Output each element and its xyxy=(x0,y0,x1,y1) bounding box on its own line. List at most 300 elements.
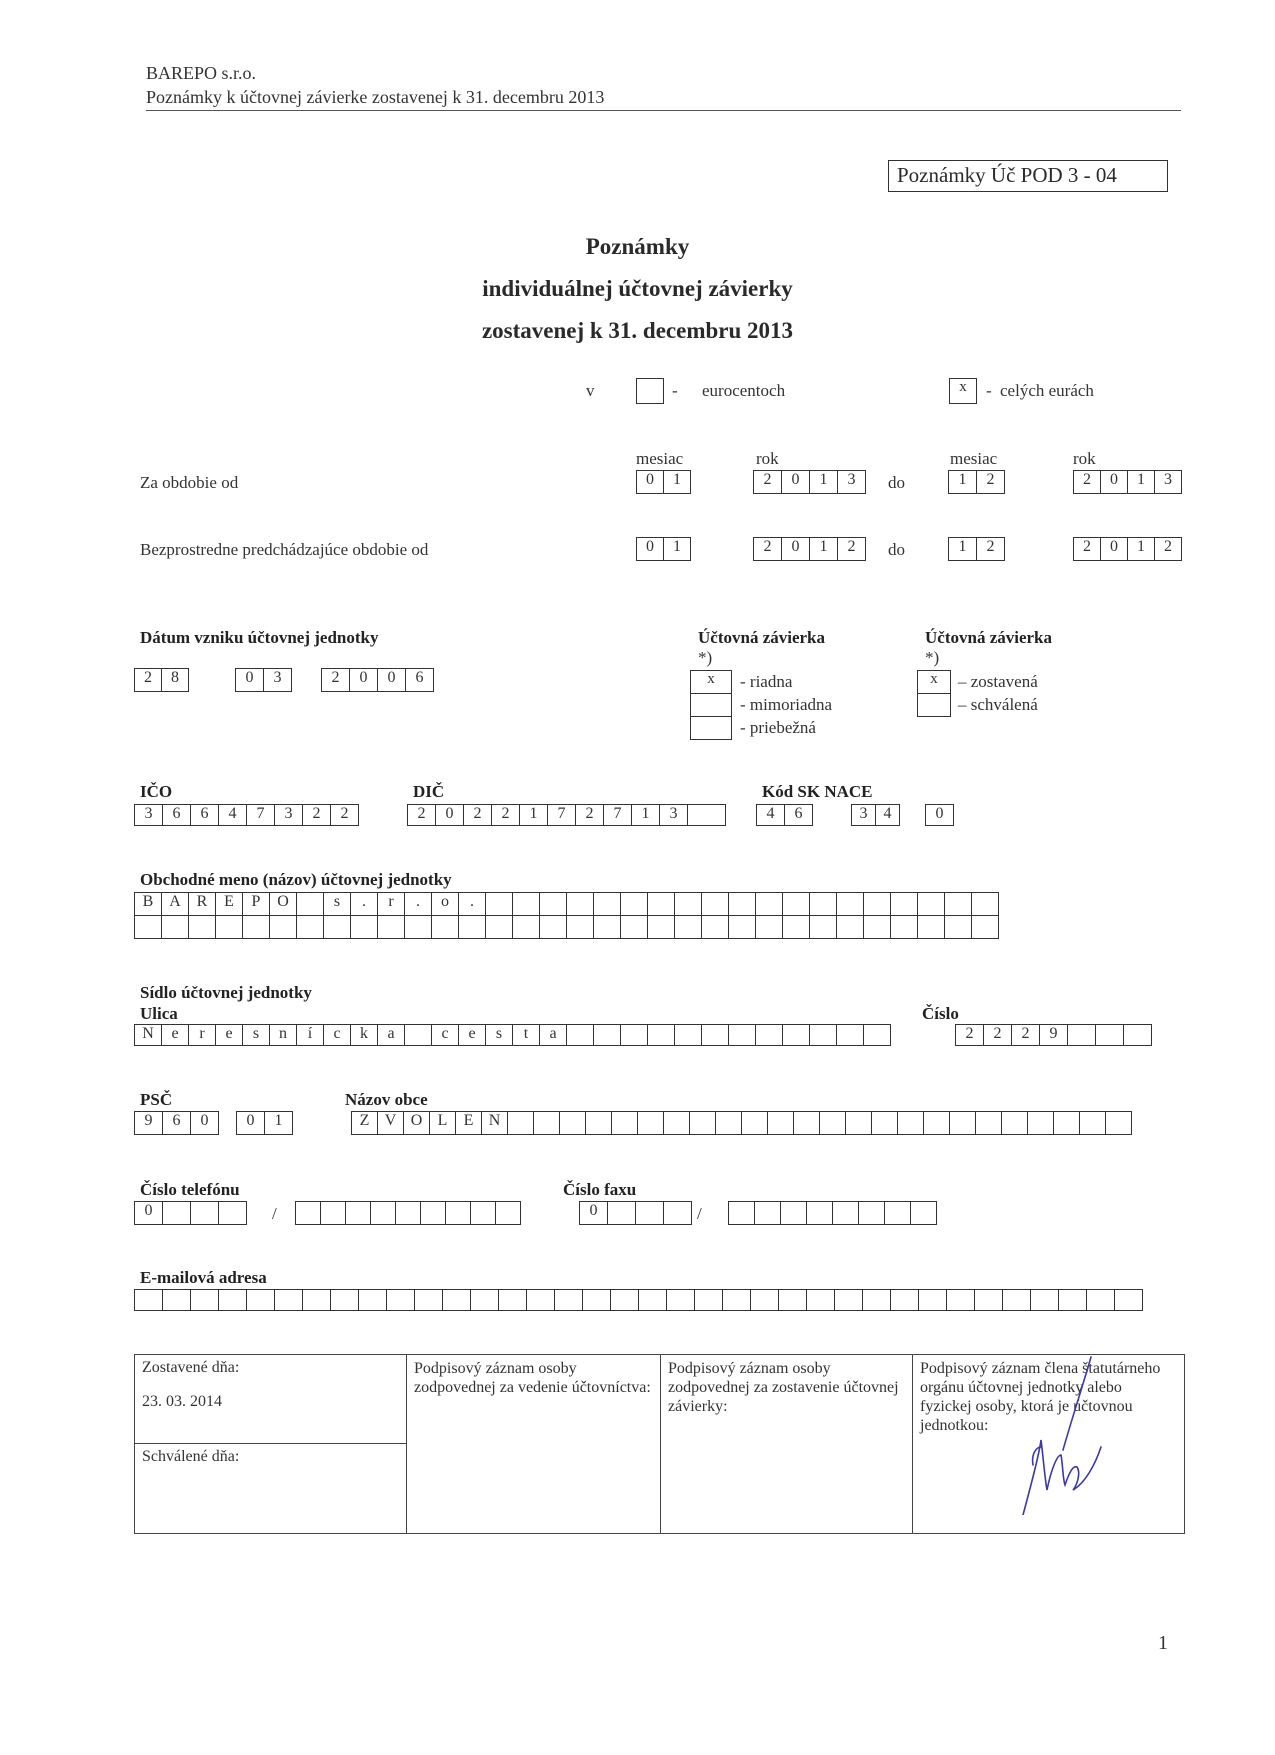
char-cell[interactable] xyxy=(442,1289,471,1311)
signature-table xyxy=(134,1354,1185,1534)
digit-cell[interactable]: 1 xyxy=(264,1111,293,1135)
char-cell[interactable] xyxy=(485,915,513,939)
char-cell[interactable] xyxy=(1053,1111,1080,1135)
char-cell[interactable] xyxy=(162,1201,191,1225)
digit-cell[interactable]: 1 xyxy=(1127,537,1155,561)
char-cell[interactable] xyxy=(377,915,405,939)
signature-scribble xyxy=(1003,1355,1113,1515)
char-cell[interactable] xyxy=(890,1289,919,1311)
nace-part-1 xyxy=(756,804,813,826)
char-cell[interactable] xyxy=(638,1289,667,1311)
char-cell[interactable] xyxy=(836,915,864,939)
digit-cell[interactable]: 2 xyxy=(1073,470,1101,494)
char-cell[interactable] xyxy=(637,1111,664,1135)
digit-cell[interactable]: 0 xyxy=(636,470,664,494)
digit-cell[interactable]: 0 xyxy=(781,470,810,494)
digit-cell[interactable]: 0 xyxy=(435,804,464,826)
char-cell[interactable]: N xyxy=(134,1024,162,1046)
char-cell[interactable]: 2 xyxy=(983,1024,1012,1046)
char-cell[interactable] xyxy=(780,1201,807,1225)
char-cell[interactable] xyxy=(944,892,972,916)
digit-cell[interactable]: 6 xyxy=(190,804,219,826)
char-cell[interactable] xyxy=(897,1111,924,1135)
char-cell[interactable]: . xyxy=(350,892,378,916)
char-cell[interactable] xyxy=(832,1201,859,1225)
char-cell[interactable] xyxy=(370,1201,396,1225)
char-cell[interactable] xyxy=(836,1024,864,1046)
char-cell[interactable] xyxy=(559,1111,586,1135)
char-cell[interactable] xyxy=(458,915,486,939)
digit-cell[interactable]: 7 xyxy=(246,804,275,826)
city-label: Názov obce xyxy=(345,1090,428,1109)
char-cell[interactable] xyxy=(767,1111,794,1135)
approved-cell xyxy=(135,1444,406,1533)
char-cell[interactable]: B xyxy=(134,892,162,916)
char-cell[interactable] xyxy=(414,1289,443,1311)
char-cell[interactable] xyxy=(539,915,567,939)
statement-mimoriadna-checkbox[interactable] xyxy=(690,693,732,717)
char-cell[interactable] xyxy=(806,1201,833,1225)
statement-riadna-label: - riadna xyxy=(740,672,793,691)
digit-cell[interactable]: 1 xyxy=(809,470,838,494)
char-cell[interactable] xyxy=(782,1024,810,1046)
digit-cell[interactable]: 3 xyxy=(134,804,163,826)
char-cell[interactable] xyxy=(498,1289,527,1311)
char-cell[interactable] xyxy=(845,1111,872,1135)
compiled-label: Zostavené dňa: xyxy=(142,1359,240,1376)
char-cell[interactable]: e xyxy=(161,1024,189,1046)
char-cell[interactable] xyxy=(296,915,324,939)
char-cell[interactable] xyxy=(858,1201,885,1225)
char-cell[interactable] xyxy=(320,1201,346,1225)
statement-type-note: *) xyxy=(698,648,713,667)
digit-cell[interactable]: 3 xyxy=(263,668,292,692)
current-from-year xyxy=(753,470,866,494)
digit-cell[interactable]: 4 xyxy=(218,804,247,826)
char-cell[interactable] xyxy=(754,1201,781,1225)
title-line-2: individuálnej účtovnej závierky xyxy=(482,276,793,301)
statement-state-label: Účtovná závierka xyxy=(925,628,1053,647)
char-cell[interactable] xyxy=(647,1024,675,1046)
digit-cell[interactable] xyxy=(687,804,726,826)
char-cell[interactable] xyxy=(728,915,756,939)
char-cell[interactable]: r xyxy=(188,1024,216,1046)
char-cell[interactable] xyxy=(620,892,648,916)
char-cell[interactable] xyxy=(470,1289,499,1311)
char-cell[interactable] xyxy=(358,1289,387,1311)
char-cell[interactable] xyxy=(974,1289,1003,1311)
char-cell[interactable] xyxy=(242,915,270,939)
units-euro-label: celých eurách xyxy=(1000,381,1094,400)
char-cell[interactable] xyxy=(1058,1289,1087,1311)
char-cell[interactable]: t xyxy=(512,1024,540,1046)
char-cell[interactable] xyxy=(975,1111,1002,1135)
char-cell[interactable]: 2 xyxy=(955,1024,984,1046)
digit-cell[interactable]: 2 xyxy=(976,537,1005,561)
digit-cell[interactable]: 2 xyxy=(575,804,604,826)
char-cell[interactable] xyxy=(190,1289,219,1311)
house-number-cells xyxy=(955,1024,1152,1046)
nace-part-3 xyxy=(925,804,954,826)
digit-cell[interactable]: 7 xyxy=(603,804,632,826)
char-cell[interactable] xyxy=(162,1289,191,1311)
char-cell[interactable] xyxy=(694,1289,723,1311)
digit-cell[interactable]: 3 xyxy=(1154,470,1182,494)
digit-cell[interactable]: 0 xyxy=(235,668,264,692)
seat-label: Sídlo účtovnej jednotky xyxy=(140,983,312,1002)
digit-cell[interactable]: 2 xyxy=(976,470,1005,494)
char-cell[interactable] xyxy=(610,1289,639,1311)
char-cell[interactable]: e xyxy=(458,1024,486,1046)
fax-prefix-cells xyxy=(579,1201,692,1225)
digit-cell[interactable]: 0 xyxy=(1100,470,1128,494)
char-cell[interactable] xyxy=(1123,1024,1152,1046)
char-cell[interactable] xyxy=(819,1111,846,1135)
phone-slash: / xyxy=(272,1204,277,1223)
char-cell[interactable] xyxy=(431,915,459,939)
char-cell[interactable] xyxy=(302,1289,331,1311)
statement-state-note: *) xyxy=(925,648,940,667)
digit-cell[interactable]: 3 xyxy=(274,804,303,826)
char-cell[interactable] xyxy=(585,1111,612,1135)
char-cell[interactable] xyxy=(871,1111,898,1135)
char-cell[interactable]: E xyxy=(455,1111,482,1135)
compiler-signature-cell xyxy=(660,1355,912,1533)
char-cell[interactable]: E xyxy=(215,892,243,916)
char-cell[interactable] xyxy=(647,892,675,916)
char-cell[interactable] xyxy=(330,1289,359,1311)
char-cell[interactable] xyxy=(215,915,243,939)
digit-cell[interactable]: 9 xyxy=(134,1111,163,1135)
char-cell[interactable] xyxy=(701,915,729,939)
units-eurocent-checkbox[interactable] xyxy=(636,378,664,404)
char-cell[interactable] xyxy=(1114,1289,1143,1311)
char-cell[interactable] xyxy=(495,1201,521,1225)
previous-from-month xyxy=(636,537,691,561)
char-cell[interactable] xyxy=(593,1024,621,1046)
char-cell[interactable] xyxy=(944,915,972,939)
char-cell[interactable]: O xyxy=(269,892,297,916)
char-cell[interactable]: a xyxy=(539,1024,567,1046)
char-cell[interactable] xyxy=(923,1111,950,1135)
statement-type-label: Účtovná závierka xyxy=(698,628,826,647)
char-cell[interactable] xyxy=(246,1289,275,1311)
char-cell[interactable] xyxy=(620,915,648,939)
digit-cell[interactable]: 0 xyxy=(1100,537,1128,561)
char-cell[interactable]: 2 xyxy=(1011,1024,1040,1046)
street-cells xyxy=(134,1024,891,1046)
previous-to-label: do xyxy=(888,540,905,559)
char-cell[interactable] xyxy=(890,915,918,939)
header-rule xyxy=(146,110,1181,111)
char-cell[interactable] xyxy=(755,1024,783,1046)
char-cell[interactable] xyxy=(728,892,756,916)
digit-cell[interactable]: 6 xyxy=(405,668,434,692)
char-cell[interactable]: V xyxy=(377,1111,404,1135)
char-cell[interactable] xyxy=(863,1024,891,1046)
digit-cell[interactable]: 4 xyxy=(875,804,900,826)
char-cell[interactable] xyxy=(218,1289,247,1311)
char-cell[interactable] xyxy=(445,1201,471,1225)
char-cell[interactable] xyxy=(663,1111,690,1135)
char-cell[interactable]: c xyxy=(323,1024,351,1046)
char-cell[interactable] xyxy=(910,1201,937,1225)
char-cell[interactable]: í xyxy=(296,1024,324,1046)
statutory-signature-cell xyxy=(912,1355,1184,1533)
char-cell[interactable] xyxy=(750,1289,779,1311)
digit-cell[interactable]: 8 xyxy=(161,668,189,692)
char-cell[interactable]: s xyxy=(323,892,351,916)
digit-cell[interactable]: 2 xyxy=(753,470,782,494)
char-cell[interactable] xyxy=(728,1024,756,1046)
digit-cell[interactable]: 6 xyxy=(162,804,191,826)
char-cell[interactable] xyxy=(218,1201,247,1225)
char-cell[interactable] xyxy=(918,1289,947,1311)
char-cell[interactable] xyxy=(674,915,702,939)
digit-cell[interactable]: 1 xyxy=(631,804,660,826)
accounting-signature-cell xyxy=(406,1355,660,1533)
char-cell[interactable] xyxy=(806,1289,835,1311)
char-cell[interactable] xyxy=(971,915,999,939)
digit-cell[interactable]: 2 xyxy=(321,668,350,692)
char-cell[interactable] xyxy=(793,1111,820,1135)
digit-cell[interactable]: 4 xyxy=(756,804,785,826)
char-cell[interactable] xyxy=(512,892,540,916)
char-cell[interactable]: 0 xyxy=(134,1201,163,1225)
char-cell[interactable] xyxy=(635,1201,664,1225)
char-cell[interactable] xyxy=(323,915,351,939)
char-cell[interactable] xyxy=(395,1201,421,1225)
char-cell[interactable] xyxy=(836,892,864,916)
char-cell[interactable] xyxy=(647,915,675,939)
digit-cell[interactable]: 0 xyxy=(190,1111,219,1135)
char-cell[interactable] xyxy=(404,1024,432,1046)
current-to-month xyxy=(948,470,1005,494)
digit-cell[interactable]: 0 xyxy=(781,537,810,561)
char-cell[interactable] xyxy=(134,915,162,939)
char-cell[interactable] xyxy=(512,915,540,939)
statement-zostavena-label: – zostavená xyxy=(958,672,1038,691)
phone-prefix-cells xyxy=(134,1201,247,1225)
char-cell[interactable]: n xyxy=(269,1024,297,1046)
char-cell[interactable] xyxy=(949,1111,976,1135)
statement-zostavena-checkbox[interactable]: x xyxy=(917,670,951,694)
char-cell[interactable] xyxy=(809,1024,837,1046)
char-cell[interactable] xyxy=(566,892,594,916)
char-cell[interactable] xyxy=(295,1201,321,1225)
digit-cell[interactable]: 1 xyxy=(1127,470,1155,494)
previous-period-label: Bezprostredne predchádzajúce obdobie od xyxy=(140,540,429,559)
char-cell[interactable] xyxy=(539,892,567,916)
char-cell[interactable] xyxy=(917,892,945,916)
char-cell[interactable] xyxy=(269,915,297,939)
digit-cell[interactable]: 2 xyxy=(330,804,359,826)
units-dash-2: - xyxy=(986,381,992,400)
digit-cell[interactable]: 2 xyxy=(1154,537,1182,561)
char-cell[interactable]: N xyxy=(481,1111,508,1135)
char-cell[interactable]: Z xyxy=(351,1111,378,1135)
digit-cell[interactable]: 6 xyxy=(162,1111,191,1135)
char-cell[interactable]: O xyxy=(403,1111,430,1135)
email-cells xyxy=(134,1289,1143,1311)
digit-cell[interactable]: 1 xyxy=(663,537,691,561)
char-cell[interactable] xyxy=(554,1289,583,1311)
statement-schvalena-checkbox[interactable] xyxy=(917,693,951,717)
char-cell[interactable] xyxy=(809,915,837,939)
digit-cell[interactable]: 2 xyxy=(134,668,162,692)
char-cell[interactable] xyxy=(890,892,918,916)
digit-cell[interactable]: 6 xyxy=(784,804,813,826)
char-cell[interactable] xyxy=(778,1289,807,1311)
digit-cell[interactable]: 2 xyxy=(753,537,782,561)
char-cell[interactable]: 0 xyxy=(579,1201,608,1225)
char-cell[interactable] xyxy=(884,1201,911,1225)
char-cell[interactable]: P xyxy=(242,892,270,916)
char-cell[interactable] xyxy=(1001,1111,1028,1135)
char-cell[interactable] xyxy=(188,915,216,939)
char-cell[interactable] xyxy=(1086,1289,1115,1311)
char-cell[interactable]: s xyxy=(485,1024,513,1046)
char-cell[interactable]: a xyxy=(377,1024,405,1046)
char-cell[interactable] xyxy=(507,1111,534,1135)
units-euro-checkbox[interactable]: x xyxy=(949,378,977,404)
char-cell[interactable] xyxy=(674,892,702,916)
char-cell[interactable] xyxy=(161,915,189,939)
char-cell[interactable] xyxy=(582,1289,611,1311)
char-cell[interactable] xyxy=(782,915,810,939)
char-cell[interactable] xyxy=(946,1289,975,1311)
char-cell[interactable] xyxy=(863,892,891,916)
char-cell[interactable] xyxy=(190,1201,219,1225)
psc-part-1 xyxy=(134,1111,219,1135)
phone-number-cells xyxy=(295,1201,521,1225)
char-cell[interactable]: c xyxy=(431,1024,459,1046)
digit-cell[interactable]: 1 xyxy=(948,470,977,494)
digit-cell[interactable]: 1 xyxy=(663,470,691,494)
char-cell[interactable] xyxy=(755,892,783,916)
char-cell[interactable] xyxy=(1002,1289,1031,1311)
char-cell[interactable] xyxy=(566,915,594,939)
fax-label: Číslo faxu xyxy=(563,1180,637,1199)
digit-cell[interactable]: 2 xyxy=(1073,537,1101,561)
char-cell[interactable] xyxy=(809,892,837,916)
phone-label: Číslo telefónu xyxy=(140,1180,240,1199)
digit-cell[interactable]: 2 xyxy=(407,804,436,826)
digit-cell[interactable]: 3 xyxy=(837,470,866,494)
char-cell[interactable] xyxy=(533,1111,560,1135)
char-cell[interactable]: 9 xyxy=(1039,1024,1068,1046)
char-cell[interactable] xyxy=(701,892,729,916)
char-cell[interactable] xyxy=(593,915,621,939)
char-cell[interactable]: k xyxy=(350,1024,378,1046)
char-cell[interactable] xyxy=(345,1201,371,1225)
char-cell[interactable] xyxy=(715,1111,742,1135)
char-cell[interactable] xyxy=(663,1201,692,1225)
accounting-signature-label: Podpisový záznam osoby zodpovednej za vedenie účtovníctva: xyxy=(414,1360,651,1396)
char-cell[interactable] xyxy=(782,892,810,916)
char-cell[interactable]: r xyxy=(377,892,405,916)
char-cell[interactable] xyxy=(701,1024,729,1046)
char-cell[interactable]: s xyxy=(242,1024,270,1046)
digit-cell[interactable]: 0 xyxy=(349,668,378,692)
char-cell[interactable] xyxy=(1105,1111,1132,1135)
char-cell[interactable] xyxy=(722,1289,751,1311)
char-cell[interactable] xyxy=(971,892,999,916)
char-cell[interactable] xyxy=(1027,1111,1054,1135)
char-cell[interactable] xyxy=(1030,1289,1059,1311)
char-cell[interactable] xyxy=(350,915,378,939)
char-cell[interactable] xyxy=(666,1289,695,1311)
char-cell[interactable] xyxy=(274,1289,303,1311)
char-cell[interactable] xyxy=(611,1111,638,1135)
digit-cell[interactable]: 1 xyxy=(519,804,548,826)
char-cell[interactable] xyxy=(607,1201,636,1225)
digit-cell[interactable]: 0 xyxy=(236,1111,265,1135)
char-cell[interactable] xyxy=(485,892,513,916)
char-cell[interactable] xyxy=(470,1201,496,1225)
char-cell[interactable] xyxy=(404,915,432,939)
digit-cell[interactable]: 0 xyxy=(925,804,954,826)
digit-cell[interactable]: 1 xyxy=(809,537,838,561)
char-cell[interactable] xyxy=(917,915,945,939)
char-cell[interactable] xyxy=(134,1289,163,1311)
current-to-year xyxy=(1073,470,1182,494)
digit-cell[interactable]: 0 xyxy=(377,668,406,692)
char-cell[interactable]: o xyxy=(431,892,459,916)
char-cell[interactable] xyxy=(620,1024,648,1046)
char-cell[interactable] xyxy=(526,1289,555,1311)
digit-cell[interactable]: 7 xyxy=(547,804,576,826)
char-cell[interactable] xyxy=(1079,1111,1106,1135)
digit-cell[interactable]: 2 xyxy=(837,537,866,561)
char-cell[interactable] xyxy=(741,1111,768,1135)
units-eurocent-label: eurocentoch xyxy=(702,381,786,400)
char-cell[interactable] xyxy=(674,1024,702,1046)
char-cell[interactable] xyxy=(834,1289,863,1311)
char-cell[interactable] xyxy=(863,915,891,939)
statement-schvalena-label: – schválená xyxy=(958,695,1038,714)
char-cell[interactable] xyxy=(1095,1024,1124,1046)
char-cell[interactable] xyxy=(1067,1024,1096,1046)
char-cell[interactable] xyxy=(296,892,324,916)
char-cell[interactable]: R xyxy=(188,892,216,916)
char-cell[interactable] xyxy=(689,1111,716,1135)
digit-cell[interactable]: 0 xyxy=(636,537,664,561)
char-cell[interactable]: A xyxy=(161,892,189,916)
char-cell[interactable] xyxy=(755,915,783,939)
char-cell[interactable]: L xyxy=(429,1111,456,1135)
char-cell[interactable]: . xyxy=(458,892,486,916)
digit-cell[interactable]: 2 xyxy=(463,804,492,826)
char-cell[interactable] xyxy=(728,1201,755,1225)
digit-cell[interactable]: 1 xyxy=(948,537,977,561)
statement-priebezna-checkbox[interactable] xyxy=(690,716,732,740)
char-cell[interactable]: . xyxy=(404,892,432,916)
digit-cell[interactable]: 2 xyxy=(302,804,331,826)
char-cell[interactable] xyxy=(566,1024,594,1046)
char-cell[interactable] xyxy=(386,1289,415,1311)
char-cell[interactable] xyxy=(420,1201,446,1225)
digit-cell[interactable]: 2 xyxy=(491,804,520,826)
form-code-box: Poznámky Úč POD 3 - 04 xyxy=(888,160,1168,192)
digit-cell[interactable]: 3 xyxy=(851,804,876,826)
business-name-row-2 xyxy=(134,915,999,939)
char-cell[interactable]: e xyxy=(215,1024,243,1046)
digit-cell[interactable]: 3 xyxy=(659,804,688,826)
char-cell[interactable] xyxy=(862,1289,891,1311)
char-cell[interactable] xyxy=(593,892,621,916)
statement-riadna-checkbox[interactable]: x xyxy=(690,670,732,694)
